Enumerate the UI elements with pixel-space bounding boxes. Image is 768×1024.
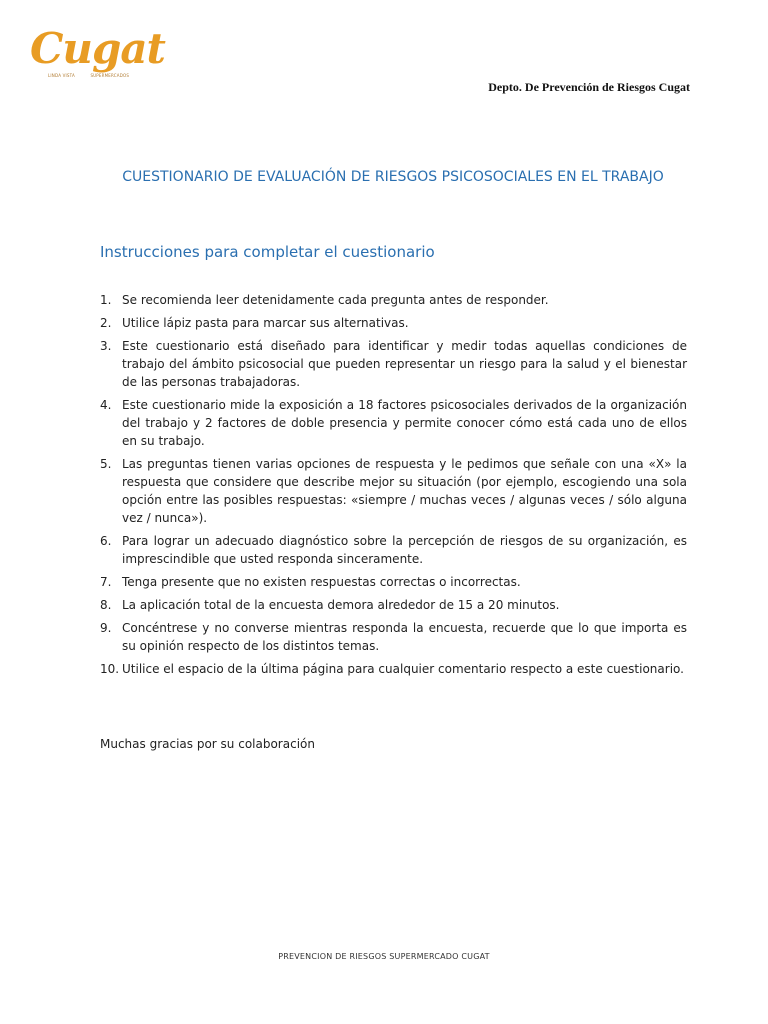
instruction-number: 8. xyxy=(100,598,112,612)
instruction-text: Para lograr un adecuado diagnóstico sobre la percepción de riesgos de su organización, es imprescindible que usted responda sinceramente. xyxy=(122,534,687,566)
instruction-text: Este cuestionario está diseñado para identificar y medir todas aquellas condiciones de trabajo del ámbito psicosocial que pueden representar un riesgo para la salud y el bienestar de las personas trabajadoras. xyxy=(122,339,687,389)
instruction-item xyxy=(100,573,687,591)
instruction-item xyxy=(100,455,687,527)
page-footer: PREVENCION DE RIESGOS SUPERMERCADO CUGAT xyxy=(278,952,490,961)
instruction-number: 9. xyxy=(100,621,112,635)
instructions-heading: Instrucciones para completar el cuestionario xyxy=(100,243,435,261)
instruction-number: 7. xyxy=(100,575,112,589)
document-title: CUESTIONARIO DE EVALUACIÓN DE RIESGOS PSICOSOCIALES EN EL TRABAJO xyxy=(122,169,664,185)
instruction-item xyxy=(100,396,687,450)
instruction-item xyxy=(100,596,687,614)
logo-tagline-right: SUPERMERCADOS xyxy=(90,73,130,78)
instruction-number: 1. xyxy=(100,293,112,307)
instruction-number: 5. xyxy=(100,457,112,471)
instruction-number: 3. xyxy=(100,339,112,353)
instruction-number: 2. xyxy=(100,316,112,330)
instruction-item xyxy=(100,660,687,678)
instruction-number: 4. xyxy=(100,398,112,412)
instruction-number: 10. xyxy=(100,662,120,676)
instruction-text: Utilice el espacio de la última página para cualquier comentario respecto a este cuestionario. xyxy=(122,662,684,676)
department-header: Depto. De Prevención de Riesgos Cugat xyxy=(488,80,690,94)
instruction-text: Se recomienda leer detenidamente cada pregunta antes de responder. xyxy=(122,293,549,307)
logo-wordmark: Cugat xyxy=(30,24,165,73)
logo-tagline xyxy=(48,73,143,79)
logo-tagline-left: LINDA VISTA xyxy=(48,73,75,78)
closing-message: Muchas gracias por su colaboración xyxy=(100,737,315,751)
instruction-item xyxy=(100,619,687,655)
instruction-item xyxy=(100,291,687,309)
instruction-item xyxy=(100,337,687,391)
company-logo xyxy=(30,24,165,86)
instruction-text: Este cuestionario mide la exposición a 18 factores psicosociales derivados de la organización del trabajo y 2 factores de doble presencia y permite conocer cómo está cada uno de ellos en su trabajo. xyxy=(122,398,687,448)
instruction-text: Tenga presente que no existen respuestas correctas o incorrectas. xyxy=(122,575,521,589)
instruction-text: Concéntrese y no converse mientras responda la encuesta, recuerde que lo que importa es su opinión respecto de los distintos temas. xyxy=(122,621,687,653)
instruction-number: 6. xyxy=(100,534,112,548)
instruction-item xyxy=(100,532,687,568)
instruction-text: Utilice lápiz pasta para marcar sus alternativas. xyxy=(122,316,409,330)
instruction-text: La aplicación total de la encuesta demora alrededor de 15 a 20 minutos. xyxy=(122,598,560,612)
instruction-item xyxy=(100,314,687,332)
instruction-text: Las preguntas tienen varias opciones de respuesta y le pedimos que señale con una «X» la respuesta que considere que describe mejor su situación (por ejemplo, escogiendo una sola opción entre las posibles respuestas: «siempre / muchas veces / algunas veces / sólo alguna vez / nunca»). xyxy=(122,457,687,525)
instructions-list xyxy=(100,291,687,683)
